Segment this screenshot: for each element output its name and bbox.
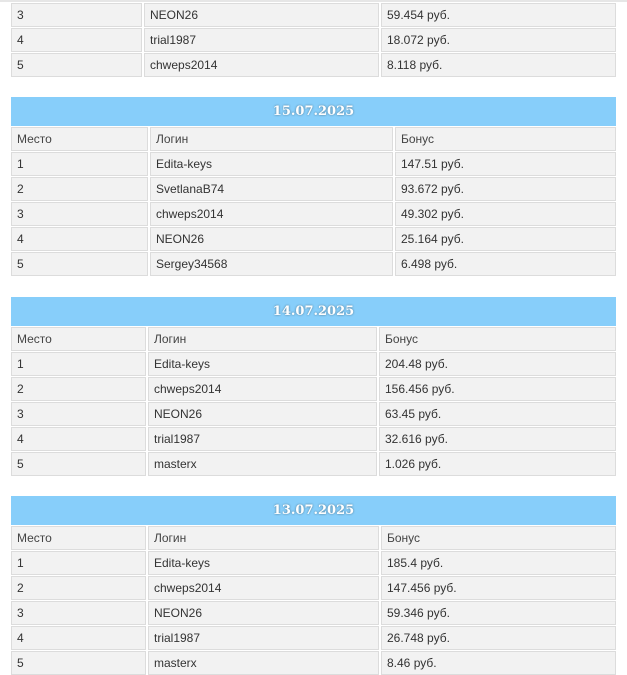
- ranking-table-14-07-2025: [11, 297, 616, 476]
- login-cell: NEON26: [148, 601, 379, 625]
- bonus-cell: 25.164 руб.: [395, 227, 616, 251]
- bonus-cell: 32.616 руб.: [379, 427, 616, 451]
- table-row: [11, 152, 616, 176]
- place-cell: 1: [11, 352, 146, 376]
- place-cell: 5: [11, 252, 148, 276]
- table-row: [11, 601, 616, 625]
- place-cell: 4: [11, 227, 148, 251]
- table-row: [11, 352, 616, 376]
- table-header-row: [11, 526, 616, 550]
- column-header-bonus: Бонус: [381, 526, 616, 550]
- bonus-cell: 156.456 руб.: [379, 377, 616, 401]
- login-cell: chweps2014: [144, 53, 379, 77]
- login-cell: chweps2014: [148, 377, 377, 401]
- partial-ranking-table: [11, 3, 616, 77]
- bonus-cell: 26.748 руб.: [381, 626, 616, 650]
- place-cell: 3: [11, 202, 148, 226]
- login-cell: masterx: [148, 452, 377, 476]
- bonus-cell: 63.45 руб.: [379, 402, 616, 426]
- table-row: [11, 177, 616, 201]
- login-cell: trial1987: [148, 427, 377, 451]
- bonus-cell: 8.118 руб.: [381, 53, 616, 77]
- bonus-cell: 6.498 руб.: [395, 252, 616, 276]
- ranking-table-15-07-2025: [11, 97, 616, 276]
- table-row: [11, 202, 616, 226]
- table-row: [11, 252, 616, 276]
- bonus-cell: 93.672 руб.: [395, 177, 616, 201]
- column-header-place: Место: [11, 526, 146, 550]
- column-header-login: Логин: [148, 526, 379, 550]
- table-row: [11, 651, 616, 675]
- place-cell: 2: [11, 177, 148, 201]
- table-row: [11, 626, 616, 650]
- table-header-row: [11, 327, 616, 351]
- table-row: [11, 28, 616, 52]
- login-cell: Edita-keys: [148, 352, 377, 376]
- place-cell: 5: [11, 651, 146, 675]
- table-row: [11, 377, 616, 401]
- bonus-cell: 204.48 руб.: [379, 352, 616, 376]
- login-cell: NEON26: [144, 3, 379, 27]
- place-cell: 3: [11, 3, 142, 27]
- bonus-cell: 147.51 руб.: [395, 152, 616, 176]
- login-cell: masterx: [148, 651, 379, 675]
- login-cell: Sergey34568: [150, 252, 393, 276]
- top-divider: [0, 0, 627, 2]
- column-header-place: Место: [11, 327, 146, 351]
- column-header-bonus: Бонус: [379, 327, 616, 351]
- login-cell: SvetlanaB74: [150, 177, 393, 201]
- place-cell: 4: [11, 427, 146, 451]
- login-cell: chweps2014: [148, 576, 379, 600]
- place-cell: 5: [11, 452, 146, 476]
- login-cell: NEON26: [150, 227, 393, 251]
- table-row: [11, 53, 616, 77]
- table-row: [11, 452, 616, 476]
- login-cell: trial1987: [144, 28, 379, 52]
- place-cell: 2: [11, 576, 146, 600]
- table-row: [11, 3, 616, 27]
- login-cell: chweps2014: [150, 202, 393, 226]
- column-header-place: Место: [11, 127, 148, 151]
- place-cell: 3: [11, 601, 146, 625]
- bonus-cell: 1.026 руб.: [379, 452, 616, 476]
- table-row: [11, 427, 616, 451]
- ranking-table-13-07-2025: [11, 496, 616, 675]
- login-cell: Edita-keys: [148, 551, 379, 575]
- bonus-cell: 59.346 руб.: [381, 601, 616, 625]
- table-row: [11, 227, 616, 251]
- column-header-bonus: Бонус: [395, 127, 616, 151]
- place-cell: 4: [11, 626, 146, 650]
- bonus-cell: 185.4 руб.: [381, 551, 616, 575]
- bonus-cell: 18.072 руб.: [381, 28, 616, 52]
- bonus-cell: 49.302 руб.: [395, 202, 616, 226]
- login-cell: Edita-keys: [150, 152, 393, 176]
- column-header-login: Логин: [150, 127, 393, 151]
- place-cell: 1: [11, 551, 146, 575]
- date-header: 15.07.2025: [11, 97, 616, 126]
- table-row: [11, 576, 616, 600]
- bonus-cell: 147.456 руб.: [381, 576, 616, 600]
- date-header: 14.07.2025: [11, 297, 616, 326]
- bonus-cell: 8.46 руб.: [381, 651, 616, 675]
- login-cell: NEON26: [148, 402, 377, 426]
- column-header-login: Логин: [148, 327, 377, 351]
- table-row: [11, 551, 616, 575]
- place-cell: 4: [11, 28, 142, 52]
- bonus-cell: 59.454 руб.: [381, 3, 616, 27]
- table-header-row: [11, 127, 616, 151]
- place-cell: 2: [11, 377, 146, 401]
- place-cell: 3: [11, 402, 146, 426]
- place-cell: 5: [11, 53, 142, 77]
- login-cell: trial1987: [148, 626, 379, 650]
- place-cell: 1: [11, 152, 148, 176]
- table-row: [11, 402, 616, 426]
- date-header: 13.07.2025: [11, 496, 616, 525]
